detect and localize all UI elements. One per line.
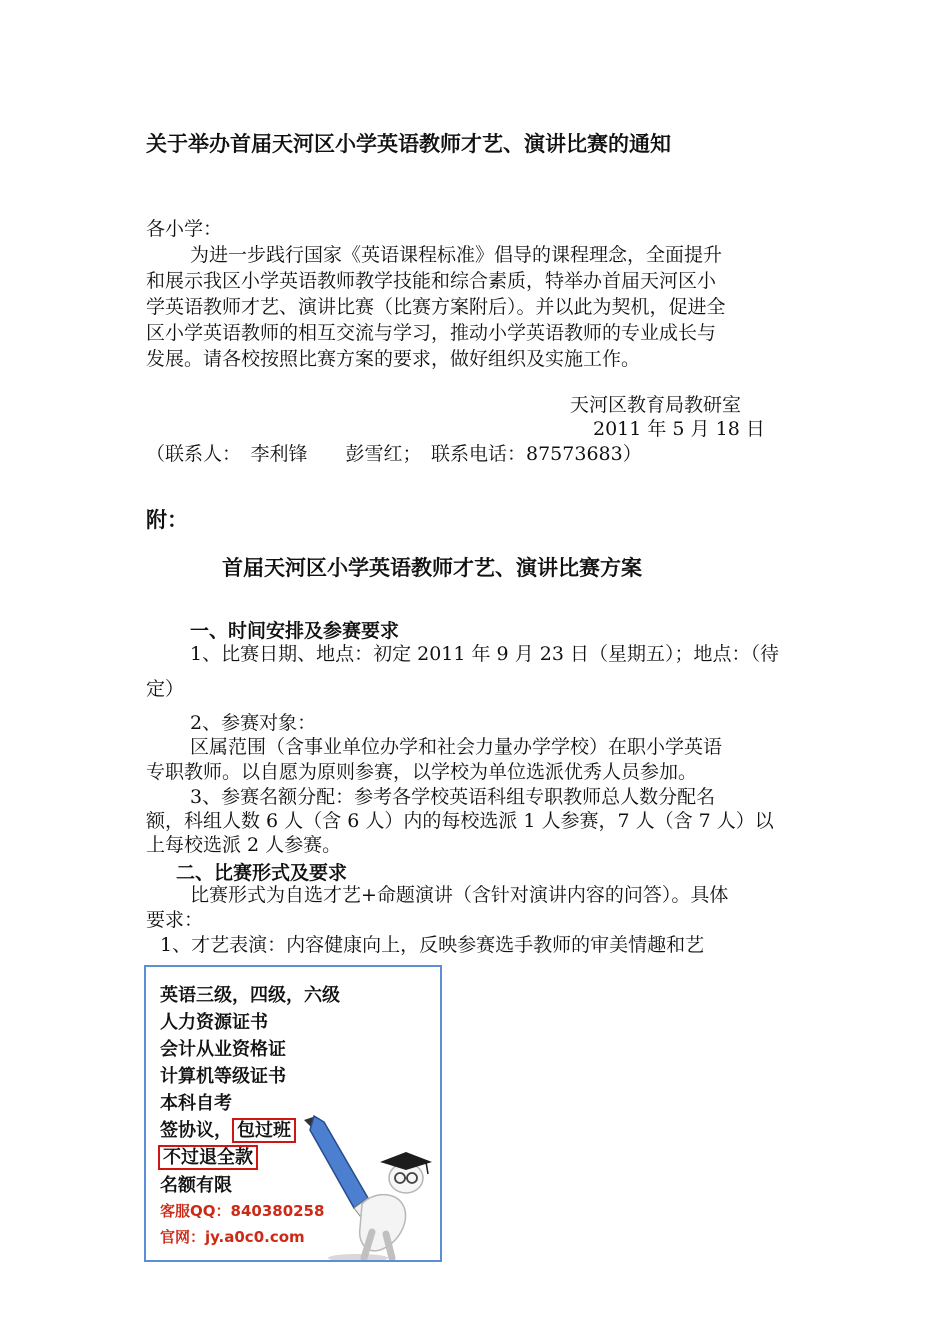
item-2-line: 专职教师。以自愿为原则参赛，以学校为单位选派优秀人员参加。 [146,761,698,783]
ad-site-link[interactable]: 官网：jy.a0c0.com [160,1228,305,1246]
item-1-line: 定） [146,678,185,700]
ad-agreement: 签协议， [160,1120,232,1141]
item-3-line: 额，科组人数 6 人（含 6 人）内的每校选派 1 人参赛，7 人（含 7 人）以 [146,810,774,832]
ad-refund: 不过退全款 [158,1145,258,1170]
item-3-line: 3、参赛名额分配：参考各学校英语科组专职教师总人数分配名 [190,786,716,808]
ad-line: 本科自考 [160,1093,232,1114]
ad-line: 会计从业资格证 [160,1039,286,1060]
notice-title: 关于举办首届天河区小学英语教师才艺、演讲比赛的通知 [146,132,671,156]
body-line: 为进一步践行国家《英语课程标准》倡导的课程理念，全面提升 [190,244,723,266]
graduation-cap-icon [380,1152,432,1170]
ad-line: 计算机等级证书 [160,1066,286,1087]
body-line: 发展。请各校按照比赛方案的要求，做好组织及实施工作。 [146,348,641,370]
ad-qq: 客服QQ：840380258 [160,1202,325,1220]
body-line: 区小学英语教师的相互交流与学习，推动小学英语教师的专业成长与 [146,322,717,344]
body-line: 学英语教师才艺、演讲比赛（比赛方案附后）。并以此为契机，促进全 [146,296,726,318]
ad-agreement-line [160,1116,296,1142]
form-line: 比赛形式为自选才艺+命题演讲（含针对演讲内容的问答）。具体 [190,884,729,906]
talent-line: 1、才艺表演：内容健康向上，反映参赛选手教师的审美情趣和艺 [160,934,705,956]
section-2-heading: 二、比赛形式及要求 [176,862,348,884]
salutation: 各小学： [146,218,223,240]
issue-date: 2011 年 5 月 18 日 [593,418,765,440]
issuer: 天河区教育局教研室 [570,394,742,416]
appendix-label: 附： [146,508,188,532]
form-line: 要求： [146,909,204,931]
appendix-title: 首届天河区小学英语教师才艺、演讲比赛方案 [222,556,642,580]
ad-refund-line [158,1143,258,1169]
pencil-mascot-illustration [302,1112,442,1262]
ad-line: 人力资源证书 [160,1012,268,1033]
body-line: 和展示我区小学英语教师教学技能和综合素质，特举办首届天河区小 [146,270,717,292]
contact-line: （联系人： 李利锋 彭雪红； 联系电话：87573683） [146,443,642,465]
pencil-icon [310,1116,368,1208]
section-1-heading: 一、时间安排及参赛要求 [190,620,400,642]
item-3-line: 上每校选派 2 人参赛。 [146,834,342,856]
ad-pass-class: 包过班 [232,1118,296,1143]
ad-line: 英语三级，四级，六级 [160,985,340,1006]
ad-line: 名额有限 [160,1175,232,1196]
item-2-title: 2、参赛对象： [190,712,317,734]
item-2-line: 区属范围（含事业单位办学和社会力量办学学校）在职小学英语 [190,736,723,758]
item-1-line: 1、比赛日期、地点：初定 2011 年 9 月 23 日（星期五）；地点：（待 [190,643,779,665]
advertisement-banner[interactable] [144,965,442,1262]
